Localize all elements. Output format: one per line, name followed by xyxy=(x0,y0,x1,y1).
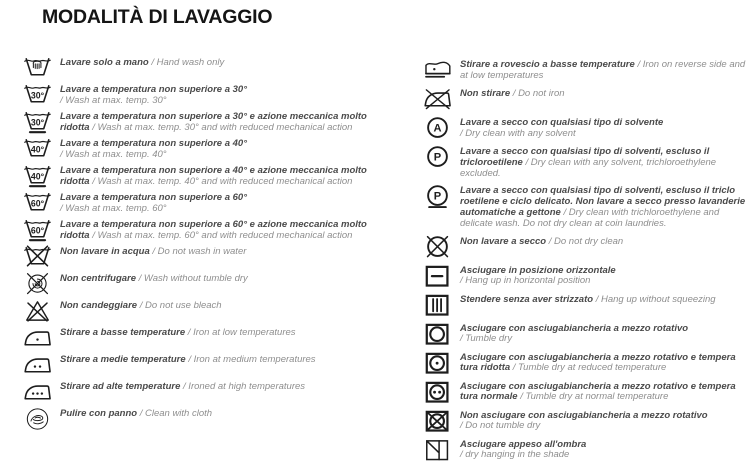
label-italian: Stirare ad alte temperature xyxy=(60,381,184,392)
label-italian: Non stirare xyxy=(460,88,513,99)
care-row-text xyxy=(60,382,370,393)
drip-dry-icon xyxy=(424,293,460,317)
label-english: / Wash at max. temp. 40° and with reduced mechanical action xyxy=(92,175,353,187)
dry-clean-delicate-cycle-icon xyxy=(424,184,460,208)
care-row xyxy=(24,326,370,350)
label-italian: Non lavare in acqua xyxy=(60,246,153,257)
label-italian: Lavare a temperatura non superiore a 30° xyxy=(60,84,248,95)
care-row-text xyxy=(60,58,370,69)
label-italian: Stirare a medie temperature xyxy=(60,354,189,365)
label-english: / Hang up in horizontal position xyxy=(460,275,591,287)
label-english: / Wash without tumble dry xyxy=(138,273,248,284)
label-english: / Iron at low temperatures xyxy=(187,327,296,338)
svg-text:30°: 30° xyxy=(30,90,45,101)
label-english: / Do not use bleach xyxy=(139,300,222,311)
care-row-text xyxy=(60,112,370,134)
care-row xyxy=(424,184,747,229)
label-italian: Stirare a basse temperature xyxy=(60,327,188,338)
label-english: / Do not tumble dry xyxy=(460,420,541,432)
clean-with-cloth-icon xyxy=(24,407,60,431)
care-row xyxy=(24,218,370,242)
care-row xyxy=(424,438,747,462)
label-italian: Asciugare con asciugabiancheria a mezzo rotativo e tempera tura normale xyxy=(460,380,736,403)
care-row xyxy=(24,110,370,134)
label-italian: Lavare a temperatura non superiore a 60° e azione meccanica molto ridotta xyxy=(60,219,367,241)
care-row xyxy=(424,409,747,433)
label-english: / Do not dry clean xyxy=(548,235,624,247)
label-italian: Lavare a temperatura non superiore a 60° xyxy=(60,192,248,203)
wash-max-30-icon xyxy=(24,83,60,107)
dry-clean-any-solvent-icon xyxy=(424,116,460,140)
label-italian: Asciugare in posizione orizzontale xyxy=(460,264,616,276)
care-row xyxy=(424,116,747,140)
label-italian: Lavare a temperatura non superiore a 30° e azione meccanica molto ridotta xyxy=(60,111,367,133)
care-row-text xyxy=(460,324,747,346)
care-row xyxy=(424,264,747,288)
label-italian: Pulire con panno xyxy=(60,408,140,419)
label-english: / Ironed at high temperatures xyxy=(183,381,306,392)
wash-max-40-icon xyxy=(24,137,60,161)
tumble-dry-icon xyxy=(424,322,460,346)
svg-text:40°: 40° xyxy=(30,171,45,182)
care-row-text xyxy=(460,353,747,375)
label-english: / Clean with cloth xyxy=(139,408,213,419)
care-row-text xyxy=(460,382,747,404)
label-english: / Iron on reverse side and at low temperatures xyxy=(460,59,746,81)
care-row-text xyxy=(60,220,370,242)
label-english: / Wash at max. temp. 30° xyxy=(60,94,167,106)
care-row xyxy=(24,353,370,377)
care-row-text xyxy=(60,328,370,339)
care-row xyxy=(424,293,747,317)
care-row-text xyxy=(460,186,747,229)
label-italian: Asciugare con asciugabiancheria a mezzo rotativo e tempera tura ridotta xyxy=(460,351,736,374)
wash-max-40-reduced-icon xyxy=(24,164,60,188)
label-italian: Lavare a secco con qualsiasi tipo di solventi, escluso il triclo roetilene e ciclo delicato. Non lavare a secco presso lavanderie automatiche a gettone xyxy=(460,185,746,218)
label-italian: Non lavare a secco xyxy=(460,235,549,247)
tumble-dry-reduced-temperature-icon xyxy=(424,351,460,375)
care-row xyxy=(24,137,370,161)
care-row xyxy=(424,87,747,111)
iron-medium-temperature-icon xyxy=(24,353,60,377)
wash-max-30-reduced-icon xyxy=(24,110,60,134)
care-row xyxy=(24,299,370,323)
label-english: / dry hanging in the shade xyxy=(460,449,570,461)
svg-text:A: A xyxy=(433,122,442,135)
label-italian: Non centrifugare xyxy=(60,273,139,284)
svg-text:P: P xyxy=(433,151,442,164)
care-row-text xyxy=(460,295,747,306)
care-row xyxy=(24,407,370,431)
label-english: / Wash at max. temp. 60° xyxy=(60,202,167,214)
care-row-text xyxy=(60,193,370,215)
label-english: / Wash at max. temp. 40° xyxy=(60,148,167,160)
care-row-text xyxy=(60,85,370,107)
care-row-text xyxy=(60,247,370,258)
care-row xyxy=(424,235,747,259)
label-italian: Lavare a secco con qualsiasi tipo di solvente xyxy=(460,117,664,128)
label-italian: Non candeggiare xyxy=(60,300,140,311)
label-italian: Lavare a secco con qualsiasi tipo di solventi, escluso il tricloroetilene xyxy=(460,146,710,168)
care-row-text xyxy=(60,274,370,285)
label-italian: Asciugare con asciugabiancheria a mezzo rotativo xyxy=(460,322,689,334)
care-row-text xyxy=(60,166,370,188)
care-row xyxy=(24,272,370,296)
label-italian: Lavare solo a mano xyxy=(60,57,152,68)
do-not-iron-icon xyxy=(424,87,460,111)
care-row-text xyxy=(460,89,747,100)
dry-clean-no-trichloroethylene-icon xyxy=(424,145,460,169)
do-not-dry-clean-icon xyxy=(424,235,460,259)
care-row xyxy=(424,380,747,404)
care-row-text xyxy=(460,237,747,248)
care-row xyxy=(424,145,747,179)
label-italian: Asciugare appeso all'ombra xyxy=(460,438,587,450)
care-row xyxy=(424,351,747,375)
do-not-bleach-icon xyxy=(24,299,60,323)
care-row-text xyxy=(60,301,370,312)
care-row xyxy=(24,56,370,80)
care-row-text xyxy=(460,60,747,82)
iron-high-temperature-icon xyxy=(24,380,60,404)
page-title: MODALITÀ DI LAVAGGIO xyxy=(42,6,273,28)
label-italian: Stendere senza aver strizzato xyxy=(460,293,596,305)
care-row xyxy=(424,322,747,346)
do-not-tumble-dry-icon xyxy=(424,409,460,433)
label-english: / Dry clean with any solvent, trichloroethylene excluded. xyxy=(460,156,717,179)
wash-max-60-icon xyxy=(24,191,60,215)
label-english: / Hand wash only xyxy=(151,57,225,68)
label-italian: Stirare a rovescio a basse temperature xyxy=(460,59,638,70)
left-column xyxy=(24,56,370,431)
do-not-wash-icon xyxy=(24,245,60,269)
wash-max-60-reduced-icon xyxy=(24,218,60,242)
svg-text:P: P xyxy=(433,190,442,203)
care-row-text xyxy=(460,440,747,462)
svg-text:30°: 30° xyxy=(30,117,45,128)
label-english: / Do not wash in water xyxy=(152,246,247,257)
dry-in-shade-icon xyxy=(424,438,460,462)
label-italian: Non asciugare con asciugabiancheria a mezzo rotativo xyxy=(460,409,708,421)
label-italian: Lavare a temperatura non superiore a 40° xyxy=(60,138,248,149)
label-english: / Dry clean with trichloroethylene and delicate wash. Do not dry clean at coin laundries. xyxy=(460,206,720,229)
label-english: / Tumble dry at reduced temperature xyxy=(512,362,667,374)
iron-low-temperature-icon xyxy=(24,326,60,350)
care-row xyxy=(24,191,370,215)
label-english: / Do not iron xyxy=(512,88,565,99)
care-row-text xyxy=(460,411,747,433)
care-row-text xyxy=(460,266,747,288)
care-row-text xyxy=(60,409,370,420)
care-row xyxy=(24,245,370,269)
label-english: / Iron at medium temperatures xyxy=(188,354,316,365)
care-row xyxy=(24,83,370,107)
hand-wash-icon xyxy=(24,56,60,80)
label-italian: Lavare a temperatura non superiore a 40° e azione meccanica molto ridotta xyxy=(60,165,367,187)
dry-flat-icon xyxy=(424,264,460,288)
tumble-dry-normal-temperature-icon xyxy=(424,380,460,404)
svg-text:40°: 40° xyxy=(30,144,45,155)
svg-text:60°: 60° xyxy=(30,198,45,209)
care-row-text xyxy=(460,118,747,140)
care-row xyxy=(24,380,370,404)
label-english: / Dry clean with any solvent xyxy=(460,127,576,139)
care-row-text xyxy=(60,139,370,161)
svg-text:60°: 60° xyxy=(30,225,45,236)
care-row xyxy=(24,164,370,188)
right-column xyxy=(424,58,747,462)
do-not-wring-icon xyxy=(24,272,60,296)
label-english: / Tumble dry at normal temperature xyxy=(520,391,669,403)
care-row xyxy=(424,58,747,82)
label-english: / Tumble dry xyxy=(460,333,513,345)
care-row-text xyxy=(60,355,370,366)
label-english: / Wash at max. temp. 30° and with reduced mechanical action xyxy=(92,121,353,133)
label-english: / Hang up without squeezing xyxy=(595,293,716,305)
label-english: / Wash at max. temp. 60° and with reduced mechanical action xyxy=(92,229,353,241)
iron-reverse-side-icon xyxy=(424,58,460,82)
care-row-text xyxy=(460,147,747,179)
